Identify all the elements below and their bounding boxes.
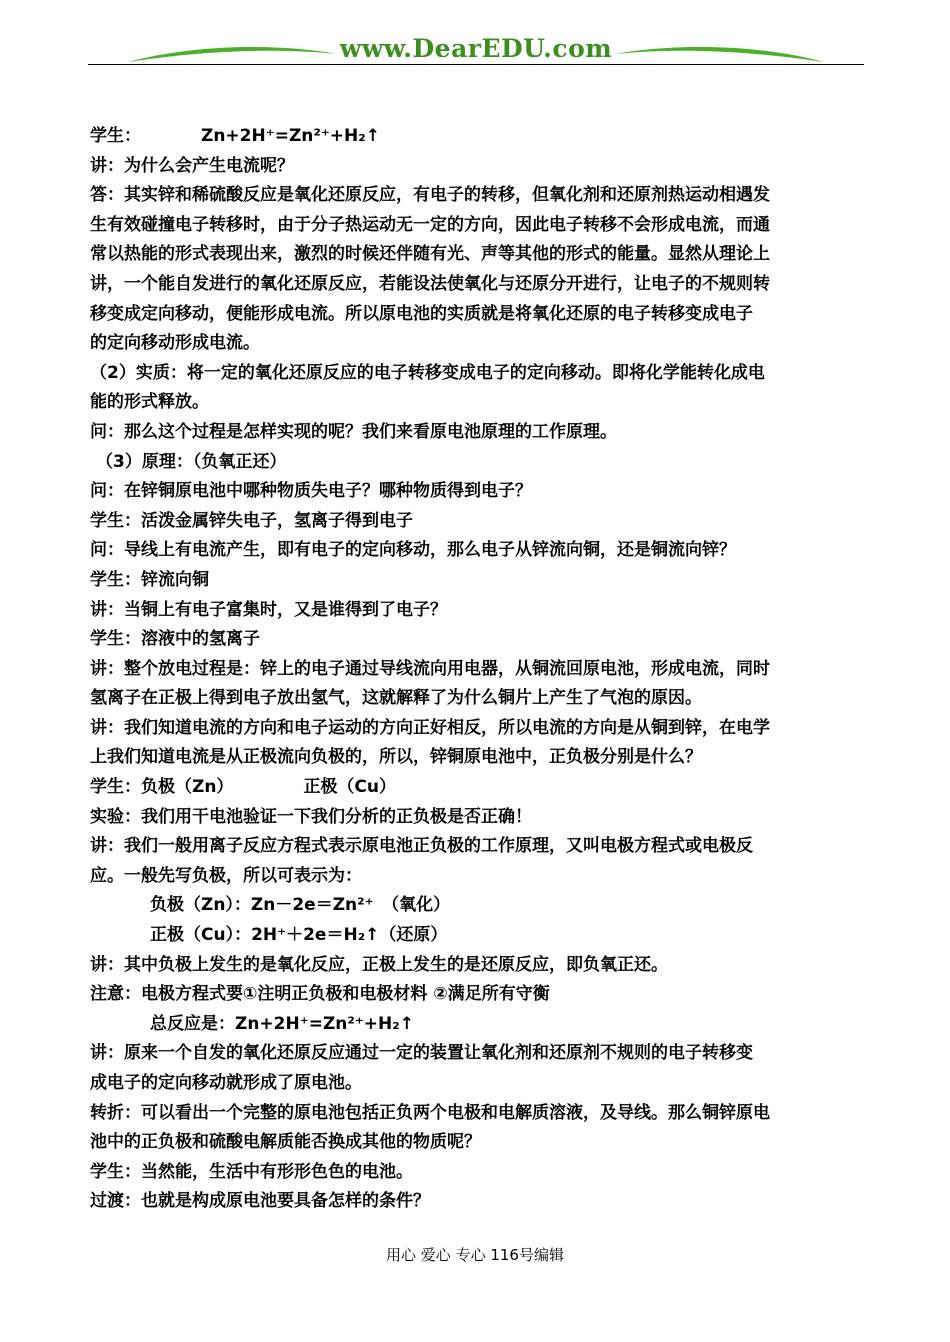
page-header [88, 34, 864, 74]
text-line: 上我们知道电流是从正极流向负极的，所以，锌铜原电池中，正负极分别是什么？ [90, 747, 702, 768]
text-line: 讲：我们知道电流的方向和电子运动的方向正好相反，所以电流的方向是从铜到锌，在电学 [90, 717, 770, 738]
text-line: 生有效碰撞电子转移时，由于分子热运动无一定的方向，因此电子转移不会形成电流，而通 [90, 214, 770, 235]
section-heading: （3）原理：（负氧正还） [96, 451, 287, 472]
text-line: 学生：溶液中的氢离子 [90, 629, 260, 650]
equation-line: 总反应是：Zn+2H⁺=Zn²⁺+H₂↑ [150, 1013, 414, 1034]
equation-line: 正极（Cu）：2H⁺＋2e＝H₂↑（还原） [150, 925, 448, 946]
text-line: 讲：整个放电过程是：锌上的电子通过导线流向用电器，从铜流回原电池，形成电流，同时 [90, 658, 770, 679]
text-line: 学生：活泼金属锌失电子，氢离子得到电子 [90, 510, 413, 531]
text-line: （2）实质：将一定的氧化还原反应的电子转移变成电子的定向移动。即将化学能转化成电 [90, 362, 765, 383]
text-line: 问：在锌铜原电池中哪种物质失电子？哪种物质得到电子？ [90, 481, 532, 502]
text-line: 注意：电极方程式要①注明正负极和电极材料 ②满足所有守衡 [90, 984, 550, 1005]
text-line: 讲：其中负极上发生的是氧化反应，正极上发生的是还原反应，即负氧正还。 [90, 954, 668, 975]
text-line: 学生：负极（Zn） 正极（Cu） [90, 777, 397, 798]
text-line: 答：其实锌和稀硫酸反应是氧化还原反应，有电子的转移，但氧化剂和还原剂热运动相遇发 [90, 185, 770, 206]
text-line: 移变成定向移动，便能形成电流。所以原电池的实质就是将氧化还原的电子转移变成电子 [90, 303, 753, 324]
text-line: 讲：我们一般用离子反应方程式表示原电池正负极的工作原理，又叫电极方程式或电极反 [90, 836, 753, 857]
text-line: 常以热能的形式表现出来，激烈的时候还伴随有光、声等其他的形式的能量。显然从理论上 [90, 244, 770, 265]
text-line: 氢离子在正极上得到电子放出氢气，这就解释了为什么铜片上产生了气泡的原因。 [90, 688, 702, 709]
text-line: 问：导线上有电流产生，即有电子的定向移动，那么电子从锌流向铜，还是铜流向锌？ [90, 540, 736, 561]
text-line: 的定向移动形成电流。 [90, 333, 260, 354]
text-line: 讲：当铜上有电子富集时，又是谁得到了电子？ [90, 599, 447, 620]
text-line: 能的形式释放。 [90, 392, 209, 413]
text-line: 学生：锌流向铜 [90, 569, 209, 590]
text-line: 讲：为什么会产生电流呢？ [90, 155, 294, 176]
text-line: 过渡：也就是构成原电池要具备怎样的条件？ [90, 1191, 430, 1212]
text-line: 实验：我们用干电池验证一下我们分析的正负极是否正确！ [90, 806, 532, 827]
site-logo[interactable]: www.DearEDU.com [339, 34, 613, 63]
text-line: 讲，一个能自发进行的氧化还原反应，若能设法使氧化与还原分开进行，让电子的不规则转 [90, 273, 770, 294]
equation-line: 负极（Zn）：Zn－2e＝Zn²⁺ （氧化） [150, 895, 451, 916]
text-line: 应。一般先写负极，所以可表示为： [90, 865, 362, 886]
page-footer: 用心 爱心 专心 116号编辑 [386, 1246, 564, 1264]
text-line: 池中的正负极和硫酸电解质能否换成其他的物质呢？ [90, 1132, 481, 1153]
text-line: 讲：原来一个自发的氧化还原反应通过一定的装置让氧化剂和还原剂不规则的电子转移变 [90, 1043, 753, 1064]
text-line: 学生：当然能，生活中有形形色色的电池。 [90, 1161, 413, 1182]
text-line: 学生： Zn+2H⁺=Zn²⁺+H₂↑ [90, 126, 380, 146]
header-rule [88, 64, 864, 65]
text-line: 成电子的定向移动就形成了原电池。 [90, 1073, 362, 1093]
document-body [90, 122, 866, 1217]
text-line: 转折：可以看出一个完整的原电池包括正负两个电极和电解质溶液，及导线。那么铜锌原电 [90, 1102, 770, 1123]
right-swoosh-decoration [614, 40, 824, 64]
text-line: 问：那么这个过程是怎样实现的呢？我们来看原电池原理的工作原理。 [90, 421, 617, 442]
